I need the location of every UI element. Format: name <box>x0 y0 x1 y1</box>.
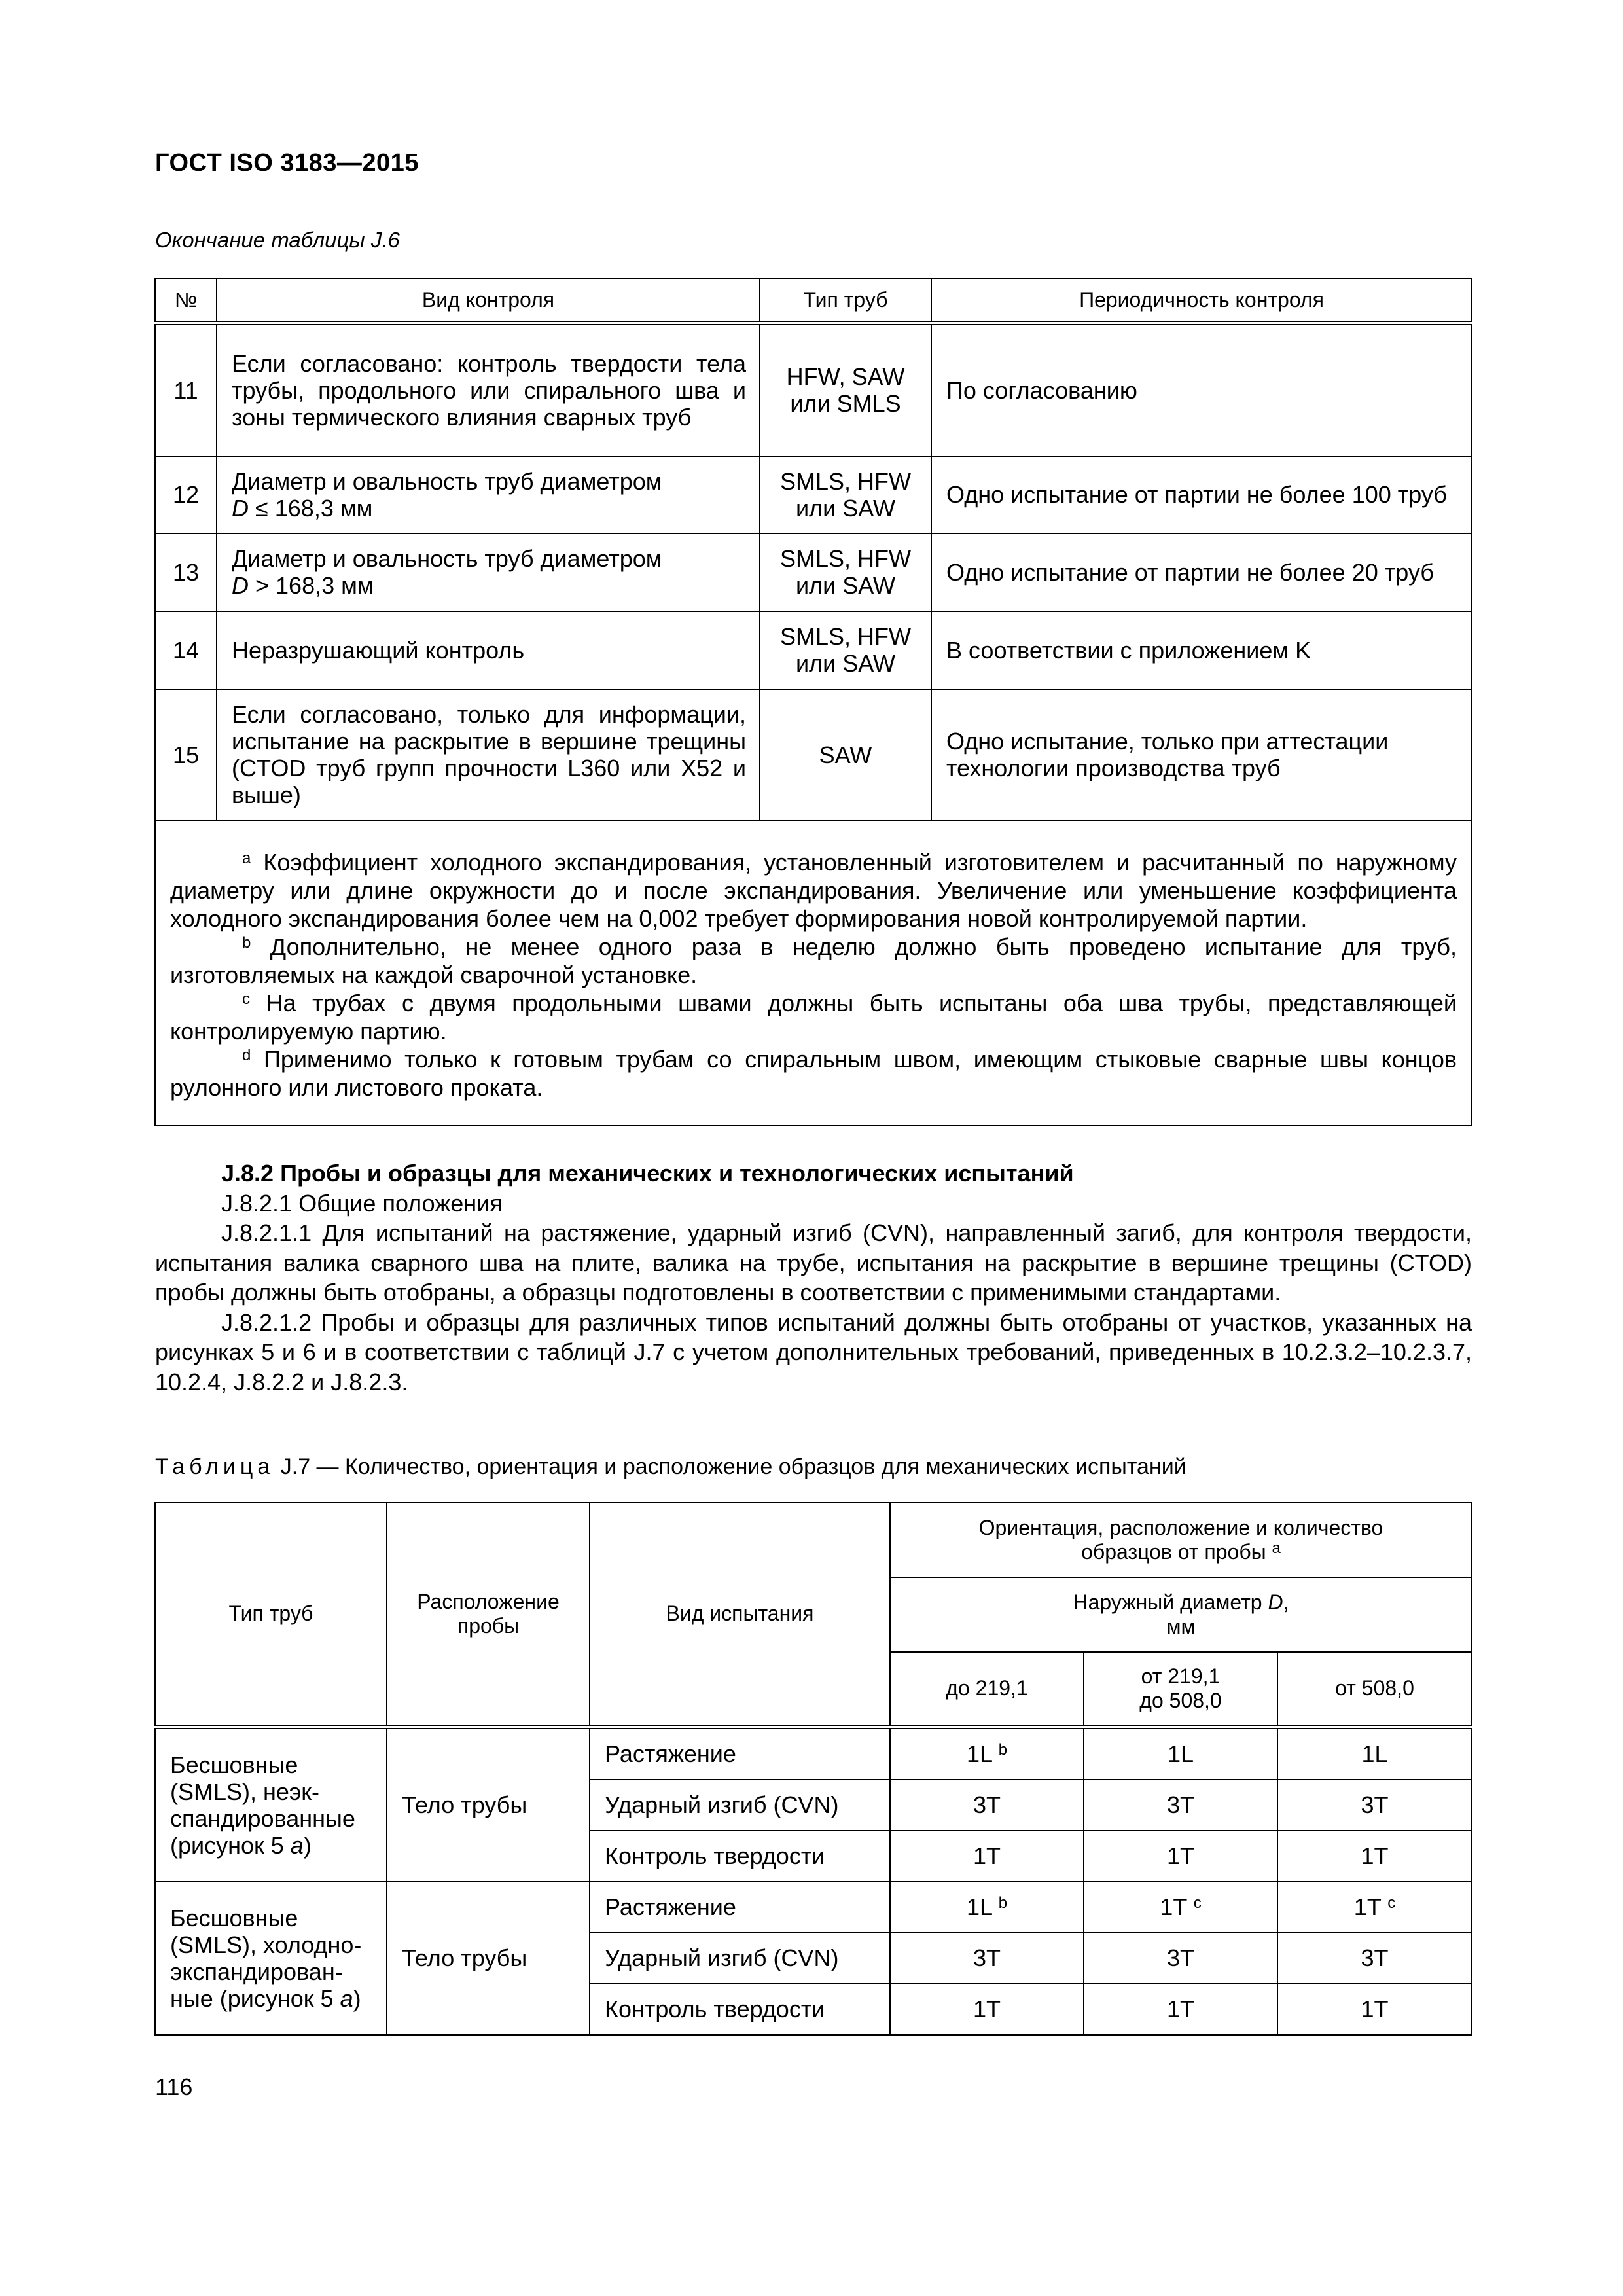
periodicity-cell: Одно испытание от партии не более 20 труб <box>931 533 1472 611</box>
value-cell <box>890 1727 1084 1780</box>
pipe-type-line: Бесшовные <box>170 1751 298 1778</box>
pipe-type-line: ) <box>353 1984 361 2012</box>
control-type-cell: Неразрушающий контроль <box>217 611 760 689</box>
table-note <box>170 1045 1457 1102</box>
note-mark: a <box>1272 1539 1281 1557</box>
table-j6 <box>154 278 1472 1126</box>
section-text <box>155 1158 1472 1397</box>
header-line: пробы <box>457 1613 520 1638</box>
test-type-cell: Контроль твердости <box>590 1984 890 2035</box>
column-header-periodicity: Периодичность контроля <box>931 278 1472 323</box>
note-mark: b <box>242 934 251 952</box>
value-cell <box>1277 1780 1472 1831</box>
table-continuation-label: Окончание таблицы J.6 <box>155 228 400 252</box>
pipe-type-cell <box>760 456 931 533</box>
value: 1T <box>1160 1893 1187 1920</box>
value-cell <box>1277 1882 1472 1933</box>
sample-location-cell: Тело трубы <box>387 1882 590 2035</box>
table-row <box>155 456 1472 533</box>
row-number: 15 <box>155 689 217 821</box>
note-mark: b <box>998 1741 1008 1759</box>
column-header-sample-location <box>387 1503 590 1727</box>
pipe-type-cell <box>155 1882 387 2035</box>
note-text: Дополнительно, не менее одного раза в неделю должно быть проведено испытание для труб, изготовляемых на каждой сварочной установке. <box>170 933 1457 988</box>
note-text: На трубах с двумя продольными швами должны быть испытаны оба шва трубы, представляющей контролируемую партию. <box>170 990 1457 1045</box>
header-line: Расположение <box>417 1589 560 1613</box>
test-type-cell: Ударный изгиб (CVN) <box>590 1780 890 1831</box>
header-punct: , <box>1283 1590 1289 1614</box>
pipe-type-cell <box>155 1727 387 1882</box>
column-header-control-type: Вид контроля <box>217 278 760 323</box>
value-cell <box>1084 1780 1277 1831</box>
column-header-diameter-1: до 219,1 <box>890 1652 1084 1727</box>
section-heading: J.8.2 Пробы и образцы для механических и технологических испытаний <box>221 1160 1074 1187</box>
header-line: от 219,1 <box>1141 1664 1221 1688</box>
test-type-cell: Растяжение <box>590 1882 890 1933</box>
header-line: Ориентация, расположение и количество <box>978 1516 1383 1539</box>
pipe-type-line: ные (рисунок 5 <box>170 1984 340 2012</box>
value-cell <box>1277 1933 1472 1984</box>
table-row <box>155 689 1472 821</box>
pipe-type-cell <box>760 533 931 611</box>
body-paragraph: J.8.2.1.2 Пробы и образцы для различных типов испытаний должны быть отобраны от участков, указанных на рисунках 5 и 6 и в соответствии с таблицй J.7 с учетом дополнительных требований, приведенных в 10.2.3.2–10.2.3.7, 10.2.4, J.8.2.2 и J.8.2.3. <box>155 1308 1472 1395</box>
table-row <box>155 533 1472 611</box>
column-header-outer-diameter <box>890 1577 1472 1652</box>
pipe-type-line: SMLS, HFW <box>779 467 911 495</box>
row-number: 13 <box>155 533 217 611</box>
note-mark: d <box>242 1047 251 1064</box>
table-note <box>170 848 1457 933</box>
value: 3T <box>1361 1791 1389 1818</box>
control-type-cell <box>217 456 760 533</box>
value: 3T <box>972 1791 1001 1818</box>
table-j7-header-row <box>155 1503 1472 1577</box>
pipe-type-line: спандированные <box>170 1804 355 1832</box>
value: 3T <box>1361 1945 1389 1971</box>
value-cell <box>890 1882 1084 1933</box>
pipe-type-line: HFW, SAW <box>786 363 905 391</box>
value: 1L <box>1361 1740 1388 1767</box>
figure-ref: а <box>290 1831 304 1859</box>
value-cell <box>1277 1831 1472 1882</box>
table-row <box>155 1727 1472 1780</box>
note-mark: c <box>1387 1894 1396 1912</box>
note-text: Применимо только к готовым трубам со спиральным швом, имеющим стыковые сварные швы концов рулонного или листового проката. <box>170 1046 1457 1101</box>
table-row <box>155 323 1472 456</box>
value-cell <box>1084 1831 1277 1882</box>
value-cell <box>1277 1984 1472 2035</box>
control-type-line: Диаметр и овальность труб диаметром <box>232 467 662 495</box>
header-line: до 508,0 <box>1139 1688 1222 1712</box>
caption-word: Таблица <box>155 1454 275 1479</box>
sample-location-cell: Тело трубы <box>387 1727 590 1882</box>
table-row <box>155 1882 1472 1933</box>
value: 1T <box>1166 1842 1194 1869</box>
header-line: образцов от пробы <box>1081 1540 1266 1564</box>
diameter-condition: ≤ 168,3 мм <box>249 494 373 522</box>
periodicity-cell: По согласованию <box>931 323 1472 456</box>
header-line: Наружный диаметр <box>1073 1590 1268 1614</box>
table-j7 <box>154 1502 1472 2036</box>
column-header-no: № <box>155 278 217 323</box>
periodicity-cell: В соответствии с приложением K <box>931 611 1472 689</box>
value-cell <box>1084 1882 1277 1933</box>
pipe-type-cell <box>760 323 931 456</box>
value: 1L <box>966 1893 992 1920</box>
control-type-cell <box>217 533 760 611</box>
test-type-cell: Ударный изгиб (CVN) <box>590 1933 890 1984</box>
figure-ref: а <box>340 1984 353 2012</box>
pipe-type-line: или SMLS <box>790 390 901 418</box>
pipe-type-line: или SAW <box>796 572 895 599</box>
column-header-diameter-2 <box>1084 1652 1277 1727</box>
table-notes-row <box>155 821 1472 1126</box>
test-type-cell: Контроль твердости <box>590 1831 890 1882</box>
value: 1T <box>1361 1842 1389 1869</box>
column-header-test-type: Вид испытания <box>590 1503 890 1727</box>
pipe-type-line: или SAW <box>796 494 895 522</box>
row-number: 11 <box>155 323 217 456</box>
table-j6-header-row <box>155 278 1472 323</box>
note-mark: b <box>998 1894 1008 1912</box>
diameter-condition: > 168,3 мм <box>249 572 374 599</box>
pipe-type-line: SMLS, HFW <box>779 545 911 572</box>
value-cell <box>1084 1727 1277 1780</box>
periodicity-cell: Одно испытание, только при аттестации технологии производства труб <box>931 689 1472 821</box>
diameter-variable: D <box>232 494 249 522</box>
value: 3T <box>1166 1945 1194 1971</box>
value: 1T <box>972 1996 1001 2022</box>
note-text: Коэффициент холодного экспандирования, установленный изготовителем и расчитанный по наружному диаметру или длине окружности до и после экспандирования. Увеличение или уменьшение коэффициента холодного экспандирования более чем на 0,002 требует формирования новой контролируемой партии. <box>170 849 1457 932</box>
value-cell <box>1277 1727 1472 1780</box>
value: 1T <box>972 1842 1001 1869</box>
row-number: 12 <box>155 456 217 533</box>
value: 1L <box>1167 1740 1194 1767</box>
pipe-type-line: или SAW <box>796 650 895 677</box>
control-type-cell: Если согласовано, только для информации, испытание на раскрытие в вершине трещины (CTOD труб групп прочности L360 или X52 и выше) <box>217 689 760 821</box>
pipe-type-line: Бесшовные <box>170 1904 298 1931</box>
table-row <box>155 611 1472 689</box>
diameter-variable: D <box>232 572 249 599</box>
column-header-pipe-type: Тип труб <box>760 278 931 323</box>
page-number: 116 <box>155 2073 193 2100</box>
value: 1T <box>1166 1996 1194 2022</box>
pipe-type-line: экспандирован- <box>170 1958 343 1985</box>
control-type-line: Диаметр и овальность труб диаметром <box>232 545 662 572</box>
pipe-type-line: SMLS, HFW <box>779 623 911 650</box>
column-header-pipe-type: Тип труб <box>155 1503 387 1727</box>
value-cell <box>1084 1933 1277 1984</box>
value: 3T <box>1166 1791 1194 1818</box>
table-note <box>170 989 1457 1045</box>
header-line: мм <box>1166 1615 1196 1638</box>
table-j7-caption <box>155 1454 1186 1480</box>
pipe-type-line: (рисунок 5 <box>170 1831 291 1859</box>
column-header-diameter-3: от 508,0 <box>1277 1652 1472 1727</box>
diameter-variable: D <box>1268 1590 1283 1614</box>
pipe-type-cell <box>760 611 931 689</box>
value-cell <box>890 1780 1084 1831</box>
caption-text: J.7 — Количество, ориентация и расположение образцов для механических испытаний <box>274 1454 1186 1479</box>
value: 1L <box>966 1740 992 1767</box>
value-cell <box>890 1831 1084 1882</box>
value-cell <box>890 1984 1084 2035</box>
body-paragraph: J.8.2.1.1 Для испытаний на растяжение, ударный изгиб (CVN), направленный загиб, для контроля твердости, испытания валика сварного шва на плите, валика на трубе, испытания на раскрытие в вершине трещины (CTOD) пробы должны быть отобраны, а образцы подготовлены в соответствии с применимыми стандартами. <box>155 1219 1472 1306</box>
table-notes <box>155 821 1472 1126</box>
pipe-type-line: (SMLS), неэк- <box>170 1778 320 1805</box>
pipe-type-line: ) <box>303 1831 312 1859</box>
note-mark: c <box>1193 1894 1202 1912</box>
value-cell <box>1084 1984 1277 2035</box>
document-header: ГОСТ ISO 3183—2015 <box>155 149 419 177</box>
periodicity-cell: Одно испытание от партии не более 100 труб <box>931 456 1472 533</box>
value: 1T <box>1353 1893 1382 1920</box>
note-mark: c <box>242 990 250 1008</box>
pipe-type-line: (SMLS), холодно- <box>170 1931 362 1958</box>
value: 1T <box>1361 1996 1389 2022</box>
note-mark: a <box>242 850 251 867</box>
pipe-type-cell: SAW <box>760 689 931 821</box>
test-type-cell: Растяжение <box>590 1727 890 1780</box>
value-cell <box>890 1933 1084 1984</box>
column-header-orientation <box>890 1503 1472 1577</box>
table-note <box>170 933 1457 989</box>
value: 3T <box>972 1945 1001 1971</box>
control-type-cell: Если согласовано: контроль твердости тела трубы, продольного или спирального шва и зоны термического влияния сварных труб <box>217 323 760 456</box>
subsection-heading: J.8.2.1 Общие положения <box>221 1189 503 1217</box>
row-number: 14 <box>155 611 217 689</box>
